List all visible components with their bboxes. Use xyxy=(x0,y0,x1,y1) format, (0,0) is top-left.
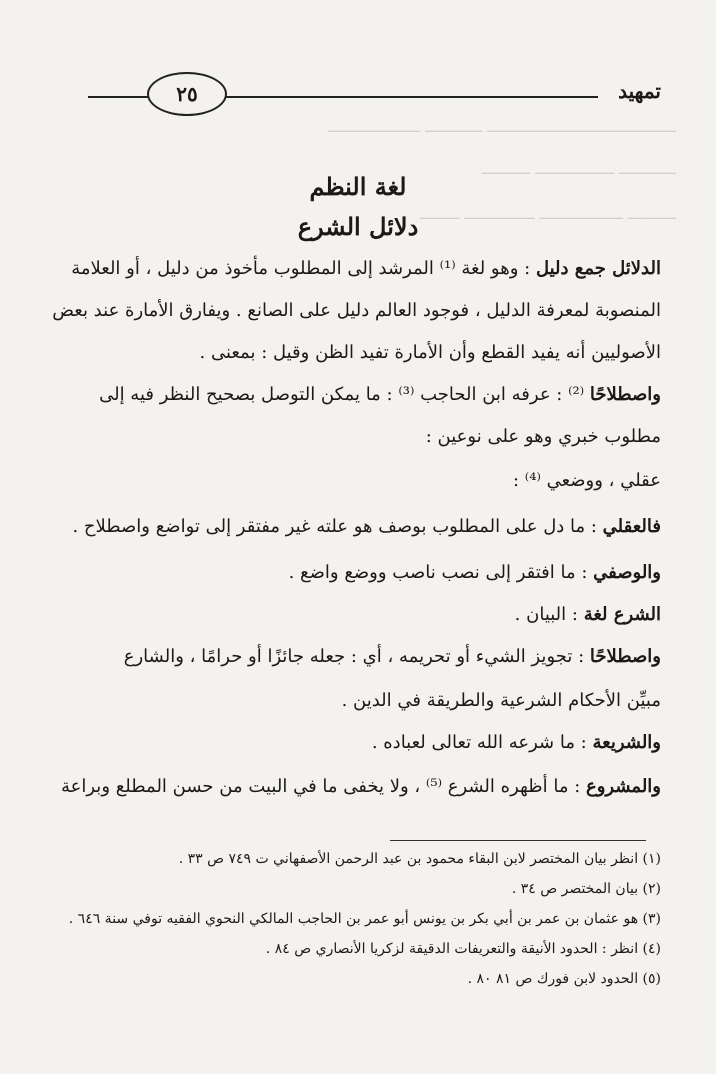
text-line xyxy=(426,426,661,447)
term-lead: واصطلاحًا xyxy=(589,646,661,667)
footnote: (٢) بيان المختصر ص ٣٤ . xyxy=(511,881,661,897)
footnote: (٣) هو عثمان بن عمر بن أبي بكر بن يونس أبو عمر بن الحاجب المالكي النحوي الفقيه توفي سنة ٦٤٦ . xyxy=(68,911,661,927)
line-text: : ما افتقر إلى نصب ناصب ووضع واضع . xyxy=(288,562,594,583)
text-line xyxy=(124,646,661,667)
line-text: المنصوبة لمعرفة الدليل ، فوجود العالم دليل على الصانع . ويفارق الأمارة عند بعض xyxy=(52,300,661,321)
text-line xyxy=(289,562,661,583)
term-lead: فالعقلي xyxy=(602,516,661,537)
footnote-separator xyxy=(390,840,646,841)
term-lead: واصطلاحًا xyxy=(589,384,661,405)
footnote: (١) انظر بيان المختصر لابن البقاء محمود بن عبد الرحمن الأصفهاني ت ٧٤٩ ص ٣٣ . xyxy=(178,851,661,867)
line-text: الأصوليين أنه يفيد القطع وأن الأمارة تفيد الظن وقيل : بمعنى . xyxy=(199,342,661,363)
footnote: (٥) الحدود لابن فورك ص ٨١ ٨٠ . xyxy=(467,971,661,987)
line-text: : وهو لغة ⁽¹⁾ المرشد إلى المطلوب مأخوذ من دليل ، أو العلامة xyxy=(71,258,536,279)
line-text: : ما أظهره الشرع ⁽⁵⁾ ، ولا يخفى ما في البيت من حسن المطلع وبراعة xyxy=(60,776,586,797)
line-text: مطلوب خبري وهو على نوعين : xyxy=(425,426,661,447)
text-line xyxy=(515,604,661,625)
chapter-title: تمهيد xyxy=(618,79,661,103)
show-through-text: ـــــــــــ ـــــــــــــــــــ ــــــــــــــــ ـــــــــ xyxy=(419,205,676,223)
text-line xyxy=(71,258,661,279)
text-line xyxy=(99,384,661,405)
term-lead: الدلائل جمع دليل xyxy=(535,258,661,279)
line-text: : ما شرعه الله تعالى لعباده . xyxy=(371,732,593,753)
show-through-text: ـــــــــــــــــــــــــــــــــــــــــــ ـــــــــــــ ـــــــــــــــــــــ xyxy=(328,118,676,136)
term-lead: والوصفي xyxy=(593,562,661,583)
footnote: (٤) انظر : الحدود الأنيقة والتعريفات الدقيقة لزكريا الأنصاري ص ٨٤ . xyxy=(265,941,661,957)
line-text: عقلي ، ووضعي ⁽⁴⁾ : xyxy=(513,470,661,491)
text-line xyxy=(513,470,661,491)
line-text: : تجويز الشيء أو تحريمه ، أي : جعله جائزًا أو حرامًا ، والشارع xyxy=(123,646,590,667)
line-text: ⁽²⁾ : عرفه ابن الحاجب ⁽³⁾ : ما يمكن التوصل بصحيح النظر فيه إلى xyxy=(99,384,590,405)
term-lead: والشريعة xyxy=(592,732,661,753)
text-line xyxy=(72,516,661,537)
section-subtitle: دلائل الشرع xyxy=(297,212,419,241)
text-line xyxy=(372,732,661,753)
section-title: لغة النظم xyxy=(309,172,407,201)
text-line xyxy=(200,342,662,363)
text-line xyxy=(61,776,661,797)
page-number: ٢٥ xyxy=(147,72,227,116)
show-through-text: ـــــــــــــ ــــــــــــــــــ ـــــــــــ xyxy=(481,160,676,178)
line-text: مبيِّن الأحكام الشرعية والطريقة في الدين . xyxy=(341,690,661,711)
term-lead: والمشروع xyxy=(585,776,661,797)
line-text: : ما دل على المطلوب بوصف هو علته غير مفتقر إلى تواضع واصطلاح . xyxy=(72,516,603,537)
text-line xyxy=(342,690,661,711)
text-line xyxy=(52,300,661,321)
line-text: : البيان . xyxy=(514,604,584,625)
term-lead: الشرع لغة xyxy=(583,604,661,625)
